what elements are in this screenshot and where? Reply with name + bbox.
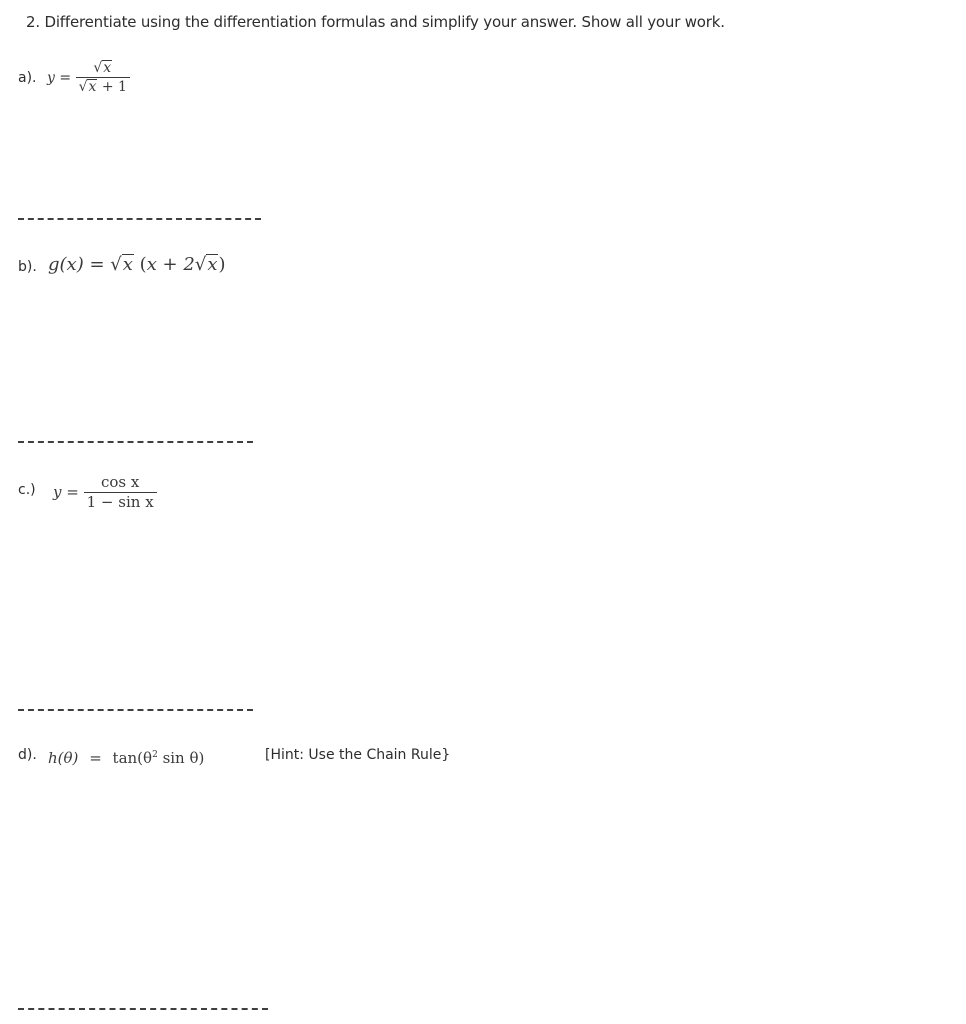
problem-b-label: b). bbox=[18, 259, 37, 275]
problem-c-denominator: 1 − sin x bbox=[86, 493, 154, 512]
problem-c-numerator: cos x bbox=[100, 473, 140, 491]
problem-d-equals: = bbox=[89, 749, 102, 767]
problem-a-numerator bbox=[90, 60, 115, 76]
question-heading: 2. Differentiate using the differentiation formulas and simplify your answer. Show all your work. bbox=[26, 13, 725, 31]
problem-c-equals: = bbox=[66, 482, 79, 501]
answer-separator-a bbox=[18, 218, 261, 220]
problem-c-fraction bbox=[84, 474, 157, 512]
problem-d-lhs: h(θ) bbox=[48, 749, 79, 767]
problem-d-hint: [Hint: Use the Chain Rule} bbox=[265, 747, 451, 763]
problem-b-equation: g(x) = √ x (x + 2 √ x ) bbox=[48, 254, 226, 275]
problem-b-equals: = bbox=[89, 254, 105, 275]
problem-a-denominator: √ x + 1 bbox=[78, 79, 127, 96]
answer-separator-d bbox=[18, 1008, 268, 1010]
problem-c-equation bbox=[53, 474, 157, 512]
answer-separator-c bbox=[18, 709, 253, 711]
problem-a-fraction bbox=[76, 60, 130, 96]
fraction-bar bbox=[76, 77, 130, 78]
problem-a-equals: = bbox=[59, 69, 72, 86]
sqrt-icon: √ x bbox=[110, 254, 133, 275]
problem-b-lhs: g(x) bbox=[48, 254, 84, 275]
problem-d-equation: $h(\theta) = \tan(\theta^2$ sin θ) bbox=[48, 749, 205, 767]
problem-a-label: a). bbox=[18, 70, 37, 86]
sqrt-icon: √ x bbox=[93, 60, 112, 76]
sqrt-icon: √ x bbox=[78, 79, 97, 96]
problem-c-lhs: y bbox=[53, 482, 62, 501]
problem-c-label: c.) bbox=[18, 482, 36, 498]
problem-d-label: d). bbox=[18, 747, 37, 763]
problem-a-equation bbox=[47, 60, 130, 96]
answer-separator-b bbox=[18, 441, 253, 443]
problem-a-lhs: y bbox=[47, 69, 55, 86]
sqrt-icon: √ x bbox=[194, 254, 218, 275]
